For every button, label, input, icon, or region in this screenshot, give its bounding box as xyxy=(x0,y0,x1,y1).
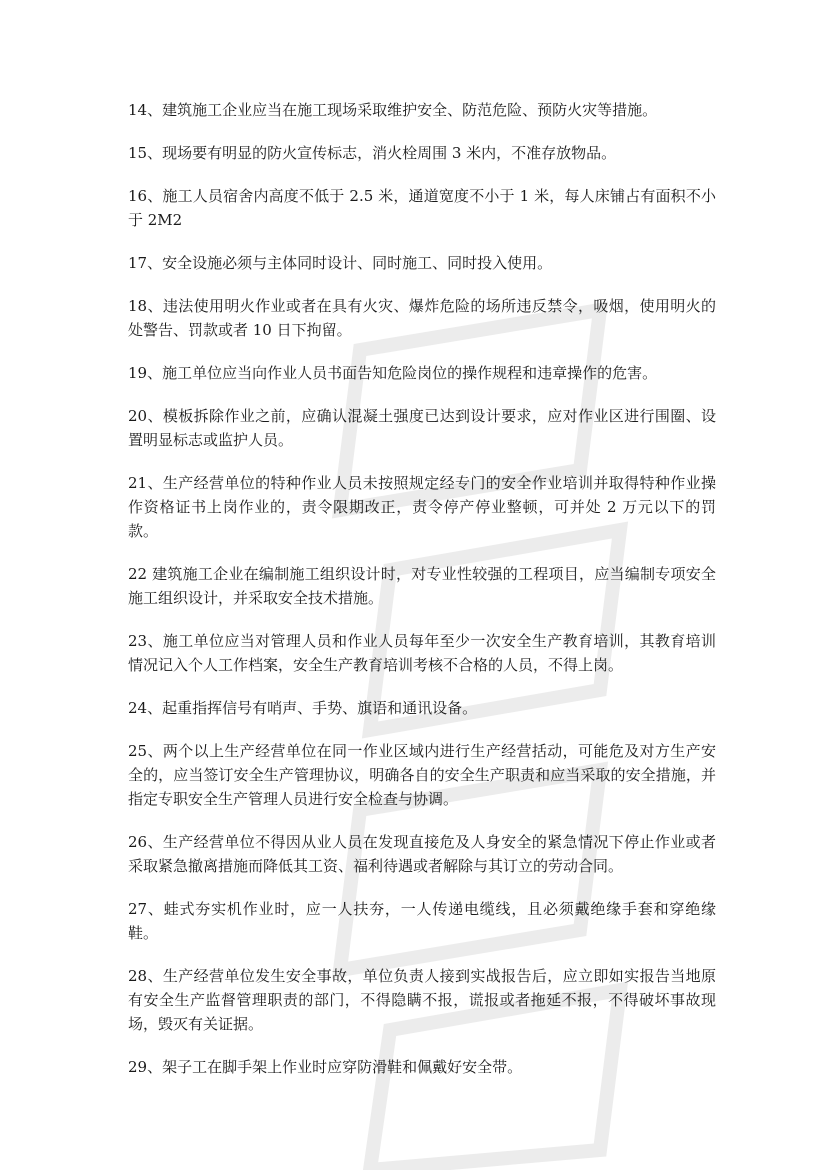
paragraph-19: 19、施工单位应当向作业人员书面告知危险岗位的操作规程和违章操作的危害。 xyxy=(128,364,658,382)
paragraph-21: 21、生产经营单位的特种作业人员未按照规定经专门的安全作业培训并取得特种作业操作资格证书上岗作业的，责令限期改正，责令停产停业整顿，可并处 2 万元以下的罚款。 xyxy=(128,474,716,540)
paragraph-23: 23、施工单位应当对管理人员和作业人员每年至少一次安全生产教育培训，其教育培训情况记入个人工作档案，安全生产教育培训考核不合格的人员，不得上岗。 xyxy=(128,632,716,674)
paragraph-20: 20、模板拆除作业之前，应确认混凝土强度已达到设计要求，应对作业区进行围圈、设置明显标志或监护人员。 xyxy=(128,407,716,449)
paragraph-14: 14、建筑施工企业应当在施工现场采取维护安全、防范危险、预防火灾等措施。 xyxy=(128,101,658,119)
paragraph-29: 29、架子工在脚手架上作业时应穿防滑鞋和佩戴好安全带。 xyxy=(128,1058,523,1076)
paragraph-17: 17、安全设施必须与主体同时设计、同时施工、同时投入使用。 xyxy=(128,254,553,272)
paragraph-16: 16、施工人员宿舍内高度不低于 2.5 米，通道宽度不小于 1 米，每人床铺占有面积不小于 2M2 xyxy=(128,187,716,229)
paragraph-27: 27、蛙式夯实机作业时，应一人扶夯，一人传递电缆线，且必须戴绝缘手套和穿绝缘鞋。 xyxy=(128,900,716,942)
document-body xyxy=(128,98,716,1098)
paragraph-24: 24、起重指挥信号有哨声、手势、旗语和通讯设备。 xyxy=(128,699,478,717)
paragraph-22: 22 建筑施工企业在编制施工组织设计时，对专业性较强的工程项目，应当编制专项安全施工组织设计，并采取安全技术措施。 xyxy=(128,565,716,607)
paragraph-18: 18、违法使用明火作业或者在具有火灾、爆炸危险的场所违反禁令，吸烟，使用明火的处警告、罚款或者 10 日下拘留。 xyxy=(128,297,716,339)
paragraph-15: 15、现场要有明显的防火宣传标志，消火栓周围 3 米内，不准存放物品。 xyxy=(128,144,617,162)
paragraph-28: 28、生产经营单位发生安全事故，单位负责人接到实战报告后，应立即如实报告当地原有安全生产监督管理职责的部门，不得隐瞒不报，谎报或者拖延不报，不得破坏事故现场，毁灭有关证据。 xyxy=(128,967,716,1033)
paragraph-25: 25、两个以上生产经营单位在同一作业区域内进行生产经营括动，可能危及对方生产安全的，应当签订安全生产管理协议，明确各自的安全生产职责和应当采取的安全措施，并指定专职安全生产管理人员进行安全检查与协调。 xyxy=(128,742,716,808)
paragraph-26: 26、生产经营单位不得因从业人员在发现直接危及人身安全的紧急情况下停止作业或者采取紧急撤离措施而降低其工资、福利待遇或者解除与其订立的劳动合同。 xyxy=(128,833,716,875)
